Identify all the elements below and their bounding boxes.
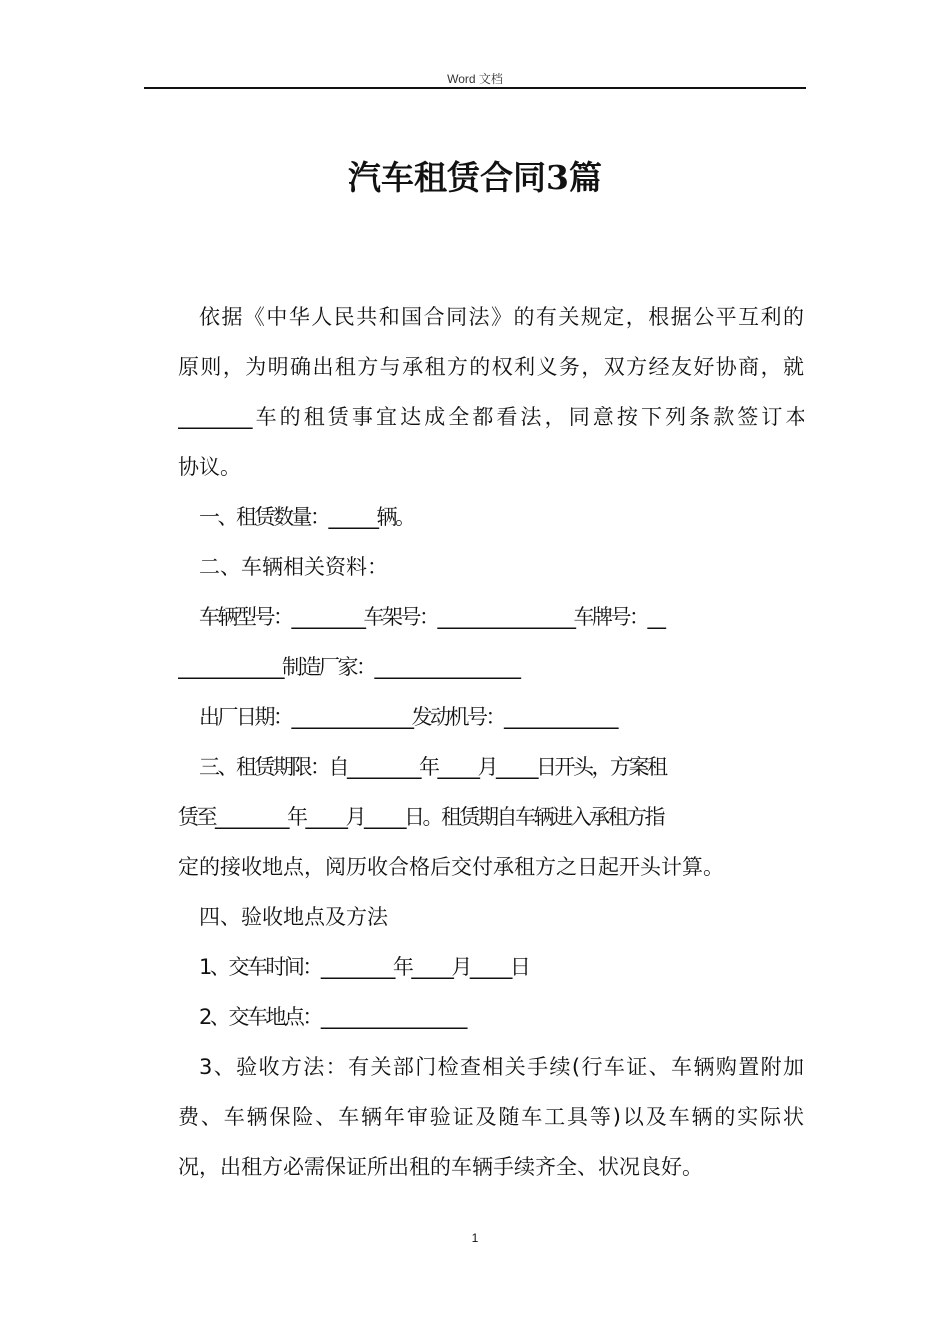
paragraph-line: 一、租赁数量：______辆。 [199,505,414,529]
paragraph-line: 况，出租方必需保证所出租的车辆手续齐全、状况良好。 [178,1155,703,1179]
paragraph-line: 二、车辆相关资料： [199,555,388,579]
paragraph-line: 依据《中华人民共和国合同法》的有关规定，根据公平互利的 [199,305,804,329]
paragraph-line: 原则，为明确出租方与承租方的权利义务，双方经友好协商，就 [178,355,804,379]
paragraph-line: _________车的租赁事宜达成全都看法，同意按下列条款签订本 [178,405,804,429]
paragraph-line: 2、交车地点：__________________ [199,1005,465,1029]
paragraph-line: 3、验收方法：有关部门检查相关手续(行车证、车辆购置附加 [199,1055,804,1079]
paragraph-line: 三、租赁期限：自_________年_____月_____日开头，方案租 [199,755,666,779]
document-title: 汽车租赁合同3篇 [348,158,602,197]
paragraph-line: _____________制造厂家：__________________ [178,655,519,679]
paragraph-line: 四、验收地点及方法 [199,905,388,929]
paragraph-line: 车辆型号：_________车架号：_________________车牌号：__ [199,605,664,629]
paragraph-line: 1、交车时间：_________年_____月_____日 [199,955,529,979]
paragraph-line: 出厂日期：_______________发动机号：______________ [199,705,616,729]
paragraph-line: 协议。 [178,455,241,479]
paragraph-line: 赁至_________年_____月_____日。租赁期自车辆进入承租方指 [178,805,663,829]
paragraph-line: 费、车辆保险、车辆年审验证及随车工具等)以及车辆的实际状 [178,1105,804,1129]
page-number: 1 [471,1231,479,1245]
header-rule [144,87,806,89]
page-header: Word 文档 [447,72,503,86]
document-body [178,292,804,1192]
paragraph-line: 定的接收地点，阅历收合格后交付承租方之日起开头计算。 [178,855,724,879]
